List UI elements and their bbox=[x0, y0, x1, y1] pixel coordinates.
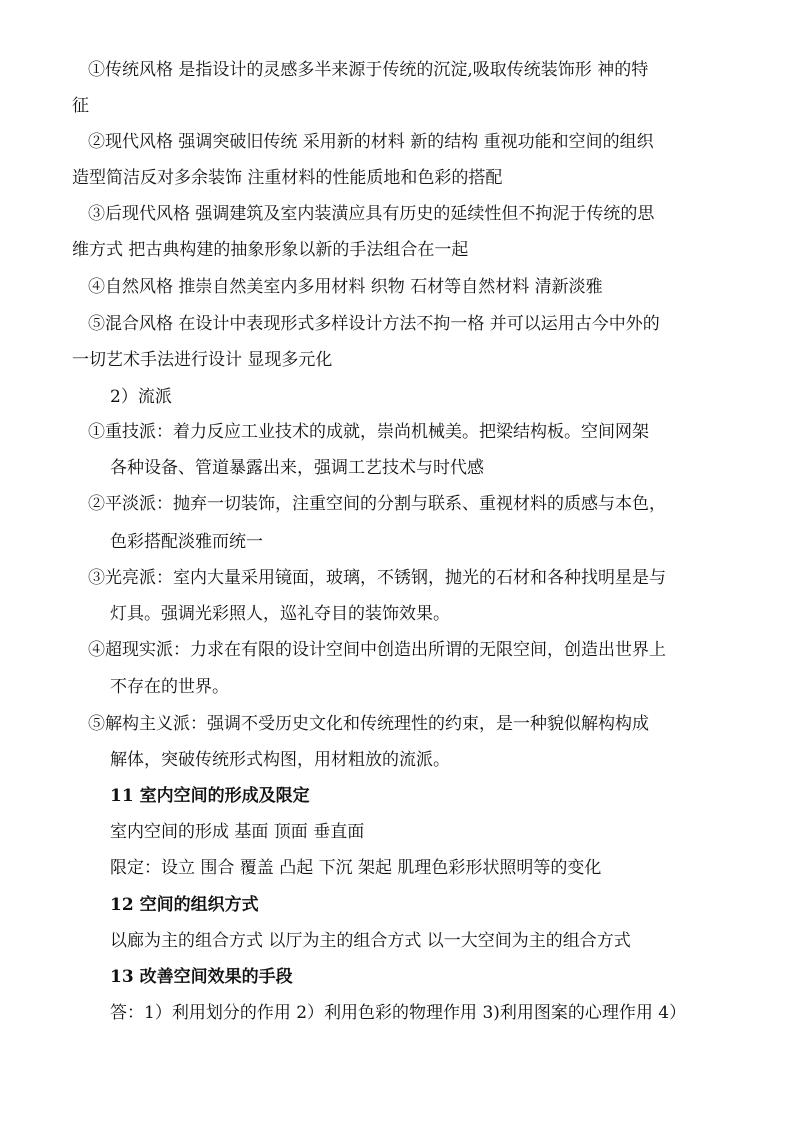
paragraph-line: ④超现实派：力求在有限的设计空间中创造出所谓的无限空间，创造出世界上 bbox=[88, 640, 666, 660]
paragraph-line: ②现代风格 强调突破旧传统 采用新的材料 新的结构 重视功能和空间的组织 bbox=[88, 132, 654, 152]
paragraph-line: ⑤混合风格 在设计中表现形式多样设计方法不拘一格 并可以运用古今中外的 bbox=[88, 314, 660, 334]
paragraph-line: 限定：设立 围合 覆盖 凸起 下沉 架起 肌理色彩形状照明等的变化 bbox=[110, 858, 602, 878]
paragraph-line: 各种设备、管道暴露出来，强调工艺技术与时代感 bbox=[110, 458, 484, 478]
paragraph-line: 答：1）利用划分的作用 2）利用色彩的物理作用 3)利用图案的心理作用 4） bbox=[110, 1003, 687, 1023]
paragraph-line: 造型简洁反对多余装饰 注重材料的性能质地和色彩的搭配 bbox=[72, 168, 503, 188]
paragraph-line: ④自然风格 推崇自然美室内多用材料 织物 石材等自然材料 清新淡雅 bbox=[88, 277, 603, 297]
paragraph-line: 室内空间的形成 基面 顶面 垂直面 bbox=[110, 822, 365, 842]
paragraph-line: 维方式 把古典构建的抽象形象以新的手法组合在一起 bbox=[72, 240, 469, 260]
paragraph-line: 不存在的世界。 bbox=[110, 677, 229, 697]
paragraph-line: ③后现代风格 强调建筑及室内装潢应具有历史的延续性但不拘泥于传统的思 bbox=[88, 204, 655, 224]
section-heading: 13 改善空间效果的手段 bbox=[110, 967, 293, 987]
section-heading: 11 室内空间的形成及限定 bbox=[110, 786, 310, 806]
paragraph-line: 灯具。强调光彩照人，巡礼夺目的装饰效果。 bbox=[110, 604, 450, 624]
paragraph-line: 以廊为主的组合方式 以厅为主的组合方式 以一大空间为主的组合方式 bbox=[110, 931, 631, 951]
paragraph-line: ①重技派：着力反应工业技术的成就，崇尚机械美。把梁结构板。空间网架 bbox=[88, 422, 649, 442]
paragraph-line: 一切艺术手法进行设计 显现多元化 bbox=[72, 350, 333, 370]
section-subheading: 2）流派 bbox=[110, 387, 172, 407]
paragraph-line: ②平淡派：抛弃一切装饰，注重空间的分割与联系、重视材料的质感与本色， bbox=[88, 494, 666, 514]
paragraph-line: 解体，突破传统形式构图，用材粗放的流派。 bbox=[110, 750, 450, 770]
paragraph-line: ⑤解构主义派：强调不受历史文化和传统理性的约束，是一种貌似解构构成 bbox=[88, 714, 649, 734]
paragraph-line: ③光亮派：室内大量采用镜面，玻璃，不锈钢，抛光的石材和各种找明星是与 bbox=[88, 568, 666, 588]
paragraph-line: ①传统风格 是指设计的灵感多半来源于传统的沉淀,吸取传统装饰形 神的特 bbox=[88, 60, 649, 80]
paragraph-line: 征 bbox=[72, 96, 89, 116]
section-heading: 12 空间的组织方式 bbox=[110, 895, 259, 915]
paragraph-line: 色彩搭配淡雅而统一 bbox=[110, 532, 263, 552]
